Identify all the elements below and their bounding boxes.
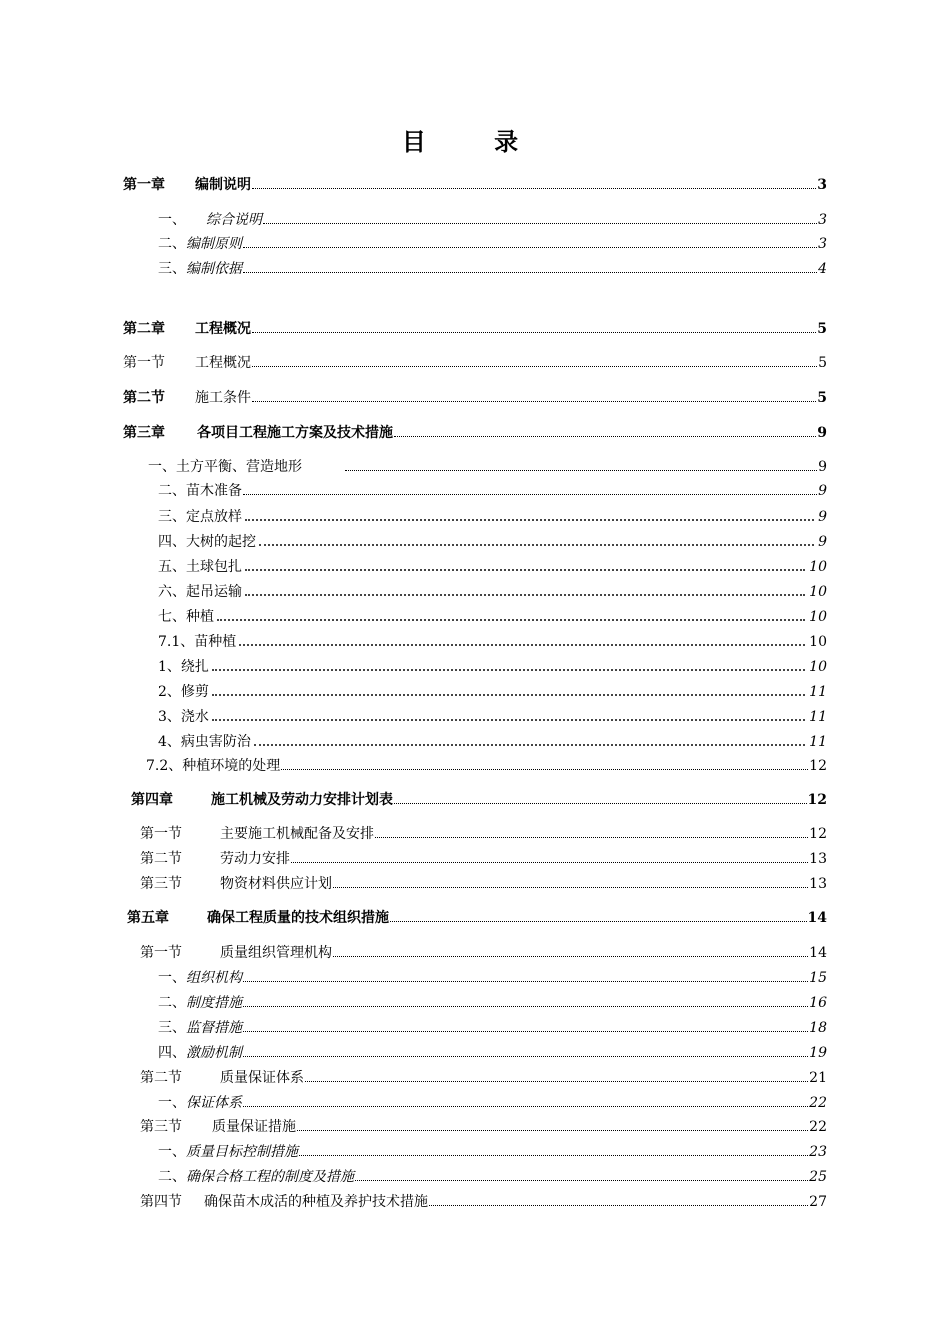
toc-entry[interactable] (140, 1193, 827, 1211)
toc-entry-text: 监督措施 (186, 1020, 242, 1036)
toc-entry-page: 5 (818, 355, 827, 371)
toc-entry-number: 五、 (158, 559, 186, 575)
toc-entry-number: 六、 (158, 584, 186, 600)
dot-leader (217, 608, 805, 621)
toc-entry-number: 第五章 (127, 910, 169, 926)
toc-entry-text: 质量组织管理机构 (220, 945, 332, 961)
toc-entry-text: 质量保证措施 (212, 1119, 296, 1135)
dot-leader (245, 558, 805, 571)
toc-entry[interactable] (158, 994, 827, 1012)
toc-entry-number: 一、 (158, 1095, 186, 1111)
toc-entry[interactable] (140, 1069, 827, 1087)
toc-entry-page: 10 (809, 559, 827, 575)
toc-entry-page: 3 (817, 177, 827, 193)
toc-entry-page: 25 (809, 1169, 827, 1185)
toc-entry-number: 3、 (158, 709, 181, 725)
toc-entry-number: 四、 (158, 1045, 186, 1061)
toc-entry[interactable] (158, 633, 827, 651)
toc-entry-text: 定点放样 (186, 509, 242, 525)
dot-leader (252, 354, 817, 367)
toc-entry[interactable] (158, 1019, 827, 1037)
toc-entry-page: 19 (809, 1045, 827, 1061)
toc-entry-number: 第二节 (140, 851, 182, 867)
toc-entry-text: 制度措施 (186, 995, 242, 1011)
toc-entry-text: 物资材料供应计划 (220, 876, 332, 892)
toc-entry-number: 一、 (158, 212, 186, 228)
toc-entry-page: 10 (809, 634, 827, 650)
toc-entry-number: 2、 (158, 684, 181, 700)
toc-entry-page: 12 (809, 826, 827, 842)
dot-leader (243, 260, 817, 273)
toc-entry[interactable] (123, 389, 827, 407)
toc-entry-text: 种植 (186, 609, 214, 625)
toc-entry[interactable] (158, 1168, 827, 1186)
toc-entry-text: 施工机械及劳动力安排计划表 (211, 792, 393, 808)
dot-leader (254, 733, 805, 746)
dot-leader (375, 825, 808, 838)
toc-entry-text: 各项目工程施工方案及技术措施 (197, 425, 393, 441)
toc-entry-text: 主要施工机械配备及安排 (220, 826, 374, 842)
dot-leader (212, 683, 805, 696)
toc-entry-page: 15 (809, 970, 827, 986)
toc-entry-page: 9 (817, 425, 827, 441)
dot-leader (297, 1118, 808, 1131)
toc-entry-text: 大树的起挖 (186, 534, 256, 550)
dot-leader (355, 1168, 808, 1181)
toc-entry[interactable] (158, 658, 827, 676)
dot-leader (333, 944, 808, 957)
toc-entry-text: 浇水 (180, 709, 209, 725)
dot-leader (245, 583, 805, 596)
dot-leader (281, 757, 808, 770)
toc-entry-page: 9 (818, 509, 827, 525)
toc-entry-number: 一、 (148, 459, 176, 475)
toc-entry-number: 4、 (158, 734, 181, 750)
toc-entry-page: 13 (809, 851, 827, 867)
toc-entry[interactable] (140, 875, 827, 893)
toc-entry-page: 12 (809, 758, 827, 774)
toc-entry-number: 三、 (158, 261, 186, 277)
toc-entry-page: 3 (818, 212, 827, 228)
toc-entry-page: 27 (809, 1194, 827, 1210)
toc-entry-page: 11 (809, 684, 827, 700)
toc-entry-text: 苗木准备 (186, 483, 242, 499)
toc-entry-page: 9 (818, 483, 827, 499)
toc-entry-text: 工程概况 (195, 321, 251, 337)
toc-entry-page: 22 (809, 1095, 827, 1111)
toc-entry[interactable] (148, 458, 827, 476)
toc-entry[interactable] (140, 850, 827, 868)
toc-entry-number: 第一节 (140, 826, 182, 842)
toc-entry-text: 质量保证体系 (220, 1070, 304, 1086)
toc-entry[interactable] (140, 1118, 827, 1136)
toc-entry-text: 苗种植 (194, 634, 237, 650)
dot-leader (305, 1069, 808, 1082)
toc-entry-number: 一、 (158, 970, 186, 986)
dot-leader (243, 235, 817, 248)
toc-entry-number: 7.1、 (158, 634, 195, 650)
toc-entry-text: 修剪 (180, 684, 209, 700)
toc-entry-page: 11 (809, 734, 827, 750)
toc-entry-text: 编制依据 (186, 261, 242, 277)
toc-entry[interactable] (158, 482, 827, 500)
dot-leader (243, 1044, 808, 1057)
toc-entry-page: 12 (807, 792, 827, 808)
toc-entry-text: 起吊运输 (186, 584, 242, 600)
toc-entry[interactable] (131, 791, 827, 809)
toc-entry-page: 18 (809, 1020, 827, 1036)
toc-entry[interactable] (158, 211, 827, 229)
toc-entry-page: 23 (809, 1144, 827, 1160)
toc-entry-number: 第二节 (123, 390, 165, 406)
dot-leader (243, 969, 808, 982)
toc-entry-number: 二、 (158, 483, 186, 499)
dot-leader (243, 1094, 808, 1107)
toc-entry-number: 第三节 (140, 876, 182, 892)
toc-entry-page: 14 (807, 910, 827, 926)
toc-entry-text: 绕扎 (180, 659, 209, 675)
toc-entry-number: 第二章 (123, 321, 165, 337)
page-title: 目 录 (401, 127, 549, 156)
dot-leader (243, 482, 817, 495)
toc-entry-number: 一、 (158, 1144, 186, 1160)
toc-entry-text: 土球包扎 (186, 559, 242, 575)
dot-leader (252, 320, 816, 333)
toc-entry-number: 第一节 (140, 945, 182, 961)
toc-entry-number: 第一节 (123, 355, 165, 371)
toc-entry-text: 保证体系 (186, 1095, 242, 1111)
toc-entry[interactable] (158, 235, 827, 253)
toc-entry[interactable] (158, 1044, 827, 1062)
toc-entry-text: 激励机制 (186, 1045, 242, 1061)
toc-entry-number: 第一章 (123, 177, 165, 193)
toc-entry-page: 3 (818, 236, 827, 252)
toc-entry-text: 病虫害防治 (180, 734, 251, 750)
toc-entry-page: 22 (809, 1119, 827, 1135)
toc-entry[interactable] (158, 260, 827, 278)
toc-entry[interactable] (158, 533, 827, 551)
dot-leader (394, 424, 816, 437)
toc-entry-page: 9 (818, 534, 827, 550)
toc-entry[interactable] (140, 944, 827, 962)
dot-leader (212, 708, 805, 721)
toc-entry-text: 编制说明 (195, 177, 251, 193)
dot-leader (212, 658, 805, 671)
toc-entry-page: 9 (818, 459, 827, 475)
toc-entry[interactable] (140, 825, 827, 843)
toc-entry[interactable] (158, 583, 827, 601)
toc-entry-page: 13 (809, 876, 827, 892)
dot-leader (299, 1143, 808, 1156)
dot-leader (243, 1019, 808, 1032)
dot-leader (245, 508, 814, 521)
dot-leader (291, 850, 808, 863)
toc-entry[interactable] (158, 608, 827, 626)
toc-entry-page: 21 (809, 1070, 827, 1086)
toc-entry-text: 土方平衡、营造地形 (176, 459, 302, 475)
toc-entry-text: 确保合格工程的制度及措施 (186, 1169, 354, 1185)
toc-entry-number: 三、 (158, 509, 186, 525)
toc-entry-number: 第四节 (140, 1194, 182, 1210)
dot-leader (243, 994, 808, 1007)
dot-leader (263, 211, 817, 224)
toc-entry-number: 7.2、 (146, 758, 183, 774)
toc-entry-text: 种植环境的处理 (182, 758, 281, 774)
toc-entry-text: 组织机构 (186, 970, 242, 986)
toc-entry-text: 质量目标控制措施 (186, 1144, 298, 1160)
dot-leader (239, 633, 805, 646)
toc-entry-page: 14 (809, 945, 827, 961)
toc-entry-number: 二、 (158, 995, 186, 1011)
toc-entry-number: 第二节 (140, 1070, 182, 1086)
toc-entry-page: 10 (809, 659, 827, 675)
toc-entry-number: 第三节 (140, 1119, 182, 1135)
toc-entry-page: 5 (817, 321, 827, 337)
toc-entry-number: 1、 (158, 659, 181, 675)
toc-entry[interactable] (158, 708, 827, 726)
toc-entry-page: 11 (809, 709, 827, 725)
toc-entry[interactable] (158, 969, 827, 987)
toc-entry[interactable] (123, 176, 827, 194)
toc-entry[interactable] (123, 320, 827, 338)
toc-entry[interactable] (158, 683, 827, 701)
toc-entry[interactable] (158, 558, 827, 576)
toc-entry-number: 四、 (158, 534, 186, 550)
toc-entry-text: 确保苗木成活的种植及养护技术措施 (204, 1194, 428, 1210)
toc-entry-page: 5 (817, 390, 827, 406)
dot-leader (390, 909, 807, 922)
dot-leader (333, 875, 808, 888)
dot-leader (394, 791, 807, 804)
dot-leader (345, 458, 817, 471)
dot-leader (259, 533, 814, 546)
toc-entry-text: 劳动力安排 (220, 851, 290, 867)
toc-entry-number: 二、 (158, 1169, 186, 1185)
dot-leader (252, 176, 816, 189)
toc-entry-number: 三、 (158, 1020, 186, 1036)
toc-entry-number: 第三章 (123, 425, 165, 441)
dot-leader (252, 389, 816, 402)
toc-entry[interactable] (127, 909, 827, 927)
toc-entry[interactable] (158, 1094, 827, 1112)
toc-entry-number: 第四章 (131, 792, 173, 808)
toc-entry[interactable] (158, 508, 827, 526)
dot-leader (429, 1193, 808, 1206)
toc-entry-text: 综合说明 (206, 212, 262, 228)
toc-entry-text: 工程概况 (195, 355, 251, 371)
toc-entry-page: 10 (809, 584, 827, 600)
toc-entry[interactable] (146, 757, 827, 775)
toc-entry-number: 七、 (158, 609, 186, 625)
toc-entry-text: 编制原则 (186, 236, 242, 252)
toc-entry[interactable] (123, 354, 827, 372)
toc-entry[interactable] (158, 733, 827, 751)
toc-entry-page: 10 (809, 609, 827, 625)
toc-entry-number: 二、 (158, 236, 186, 252)
toc-entry[interactable] (123, 424, 827, 442)
toc-entry-text: 施工条件 (195, 390, 251, 406)
toc-entry-text: 确保工程质量的技术组织措施 (207, 910, 389, 926)
toc-entry[interactable] (158, 1143, 827, 1161)
toc-entry-page: 4 (818, 261, 827, 277)
toc-entry-page: 16 (809, 995, 827, 1011)
